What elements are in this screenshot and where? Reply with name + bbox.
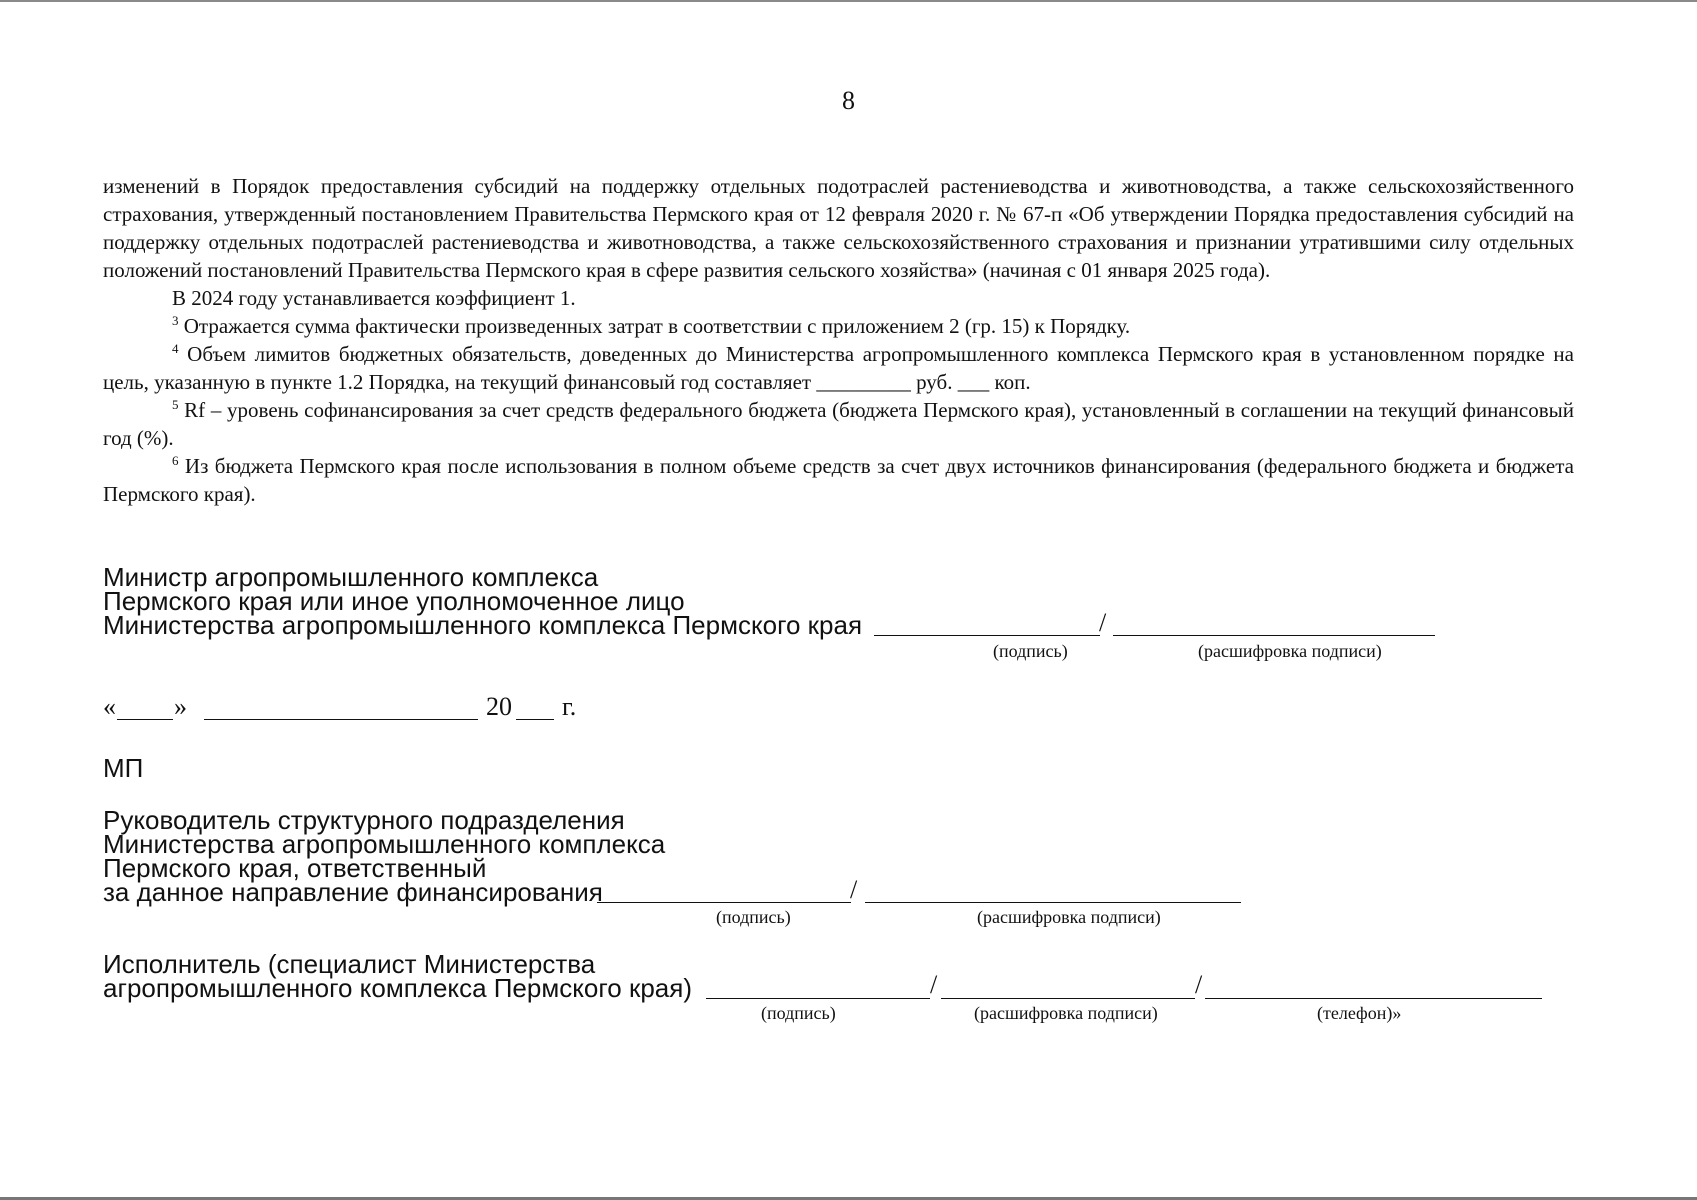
footnote-text: Rf – уровень софинансирования за счет средств федерального бюджета (бюджета Пермского края), установленный в соглашении на текущий финансовый год (%). <box>103 398 1574 450</box>
head-title-line-3: Пермского края, ответственный <box>103 853 487 883</box>
footnote-6 <box>103 452 1574 508</box>
footnote-3 <box>103 312 1574 340</box>
paragraph-coefficient: В 2024 году устанавливается коэффициент 1. <box>172 286 576 310</box>
paragraph-continuation: изменений в Порядок предоставления субсидий на поддержку отдельных подотраслей растениеводства и животноводства, а также сельскохозяйственного страхования, утвержденный постановлением Правительства Пермского края от 12 февраля 2020 г. № 67-п «Об утверждении Порядка предоставления субсидий на поддержку отдельных подотраслей растениеводства и животноводства, а также сельскохозяйственного страхования и признании утратившими силу отдельных положений постановлений Правительства Пермского края в сфере развития сельского хозяйства» (начиная с 01 января 2025 года). <box>103 174 1574 282</box>
executor-slash-2: / <box>1195 970 1203 999</box>
stamp-label: МП <box>103 753 144 783</box>
footnote-mark: 3 <box>172 313 179 328</box>
head-signature-caption: (подпись) <box>716 907 791 927</box>
minister-decoding-line <box>1113 635 1435 636</box>
executor-phone-line <box>1205 998 1542 999</box>
footnote-mark: 4 <box>172 341 179 356</box>
footnote-text: Отражается сумма фактически произведенных затрат в соответствии с приложением 2 (гр. 15) к Порядку. <box>178 314 1131 338</box>
executor-phone-caption: (телефон)» <box>1317 1003 1402 1023</box>
footnote-5 <box>103 396 1574 452</box>
executor-decoding-line <box>941 998 1195 999</box>
footnote-mark: 5 <box>172 397 179 412</box>
minister-title-line-1: Министр агропромышленного комплекса <box>103 562 599 592</box>
date-close-quote: » <box>174 692 187 721</box>
minister-signature-caption: (подпись) <box>993 641 1068 661</box>
footnote-text: Объем лимитов бюджетных обязательств, доведенных до Министерства агропромышленного комплекса Пермского края в установленном порядке на цель, указанную в пункте 1.2 Порядка, на текущий финансовый год составляет _________ руб. ___ коп. <box>103 342 1574 394</box>
minister-signature-line <box>874 635 1100 636</box>
date-year-line <box>516 719 554 720</box>
minister-title-line-3: Министерства агропромышленного комплекса Пермского края <box>103 610 863 640</box>
executor-decoding-caption: (расшифровка подписи) <box>974 1003 1158 1023</box>
executor-signature-line <box>706 998 930 999</box>
page-number: 8 <box>842 86 855 115</box>
date-open-quote: « <box>103 692 116 721</box>
head-signature-line <box>597 902 851 903</box>
head-slash: / <box>850 875 858 904</box>
date-year-prefix: 20 <box>486 692 512 721</box>
executor-title-line-2: агропромышленного комплекса Пермского края) <box>103 973 692 1003</box>
executor-title-line-1: Исполнитель (специалист Министерства <box>103 949 596 979</box>
head-title-line-1: Руководитель структурного подразделения <box>103 805 625 835</box>
executor-signature-caption: (подпись) <box>761 1003 836 1023</box>
date-day-line <box>117 719 173 720</box>
minister-title-line-2: Пермского края или иное уполномоченное лицо <box>103 586 685 616</box>
head-title-line-2: Министерства агропромышленного комплекса <box>103 829 666 859</box>
executor-slash-1: / <box>930 970 938 999</box>
footnote-4 <box>103 340 1574 396</box>
scan-top-edge <box>0 0 1697 2</box>
body-text <box>103 172 1574 508</box>
footnote-mark: 6 <box>172 453 179 468</box>
minister-decoding-caption: (расшифровка подписи) <box>1198 641 1382 661</box>
date-month-line <box>204 719 478 720</box>
footnote-text: Из бюджета Пермского края после использования в полном объеме средств за счет двух источников финансирования (федерального бюджета и бюджета Пермского края). <box>103 454 1574 506</box>
head-decoding-line <box>865 902 1241 903</box>
minister-slash: / <box>1099 608 1107 637</box>
head-decoding-caption: (расшифровка подписи) <box>977 907 1161 927</box>
date-year-suffix: г. <box>562 692 577 721</box>
head-title-line-4: за данное направление финансирования <box>103 877 603 907</box>
